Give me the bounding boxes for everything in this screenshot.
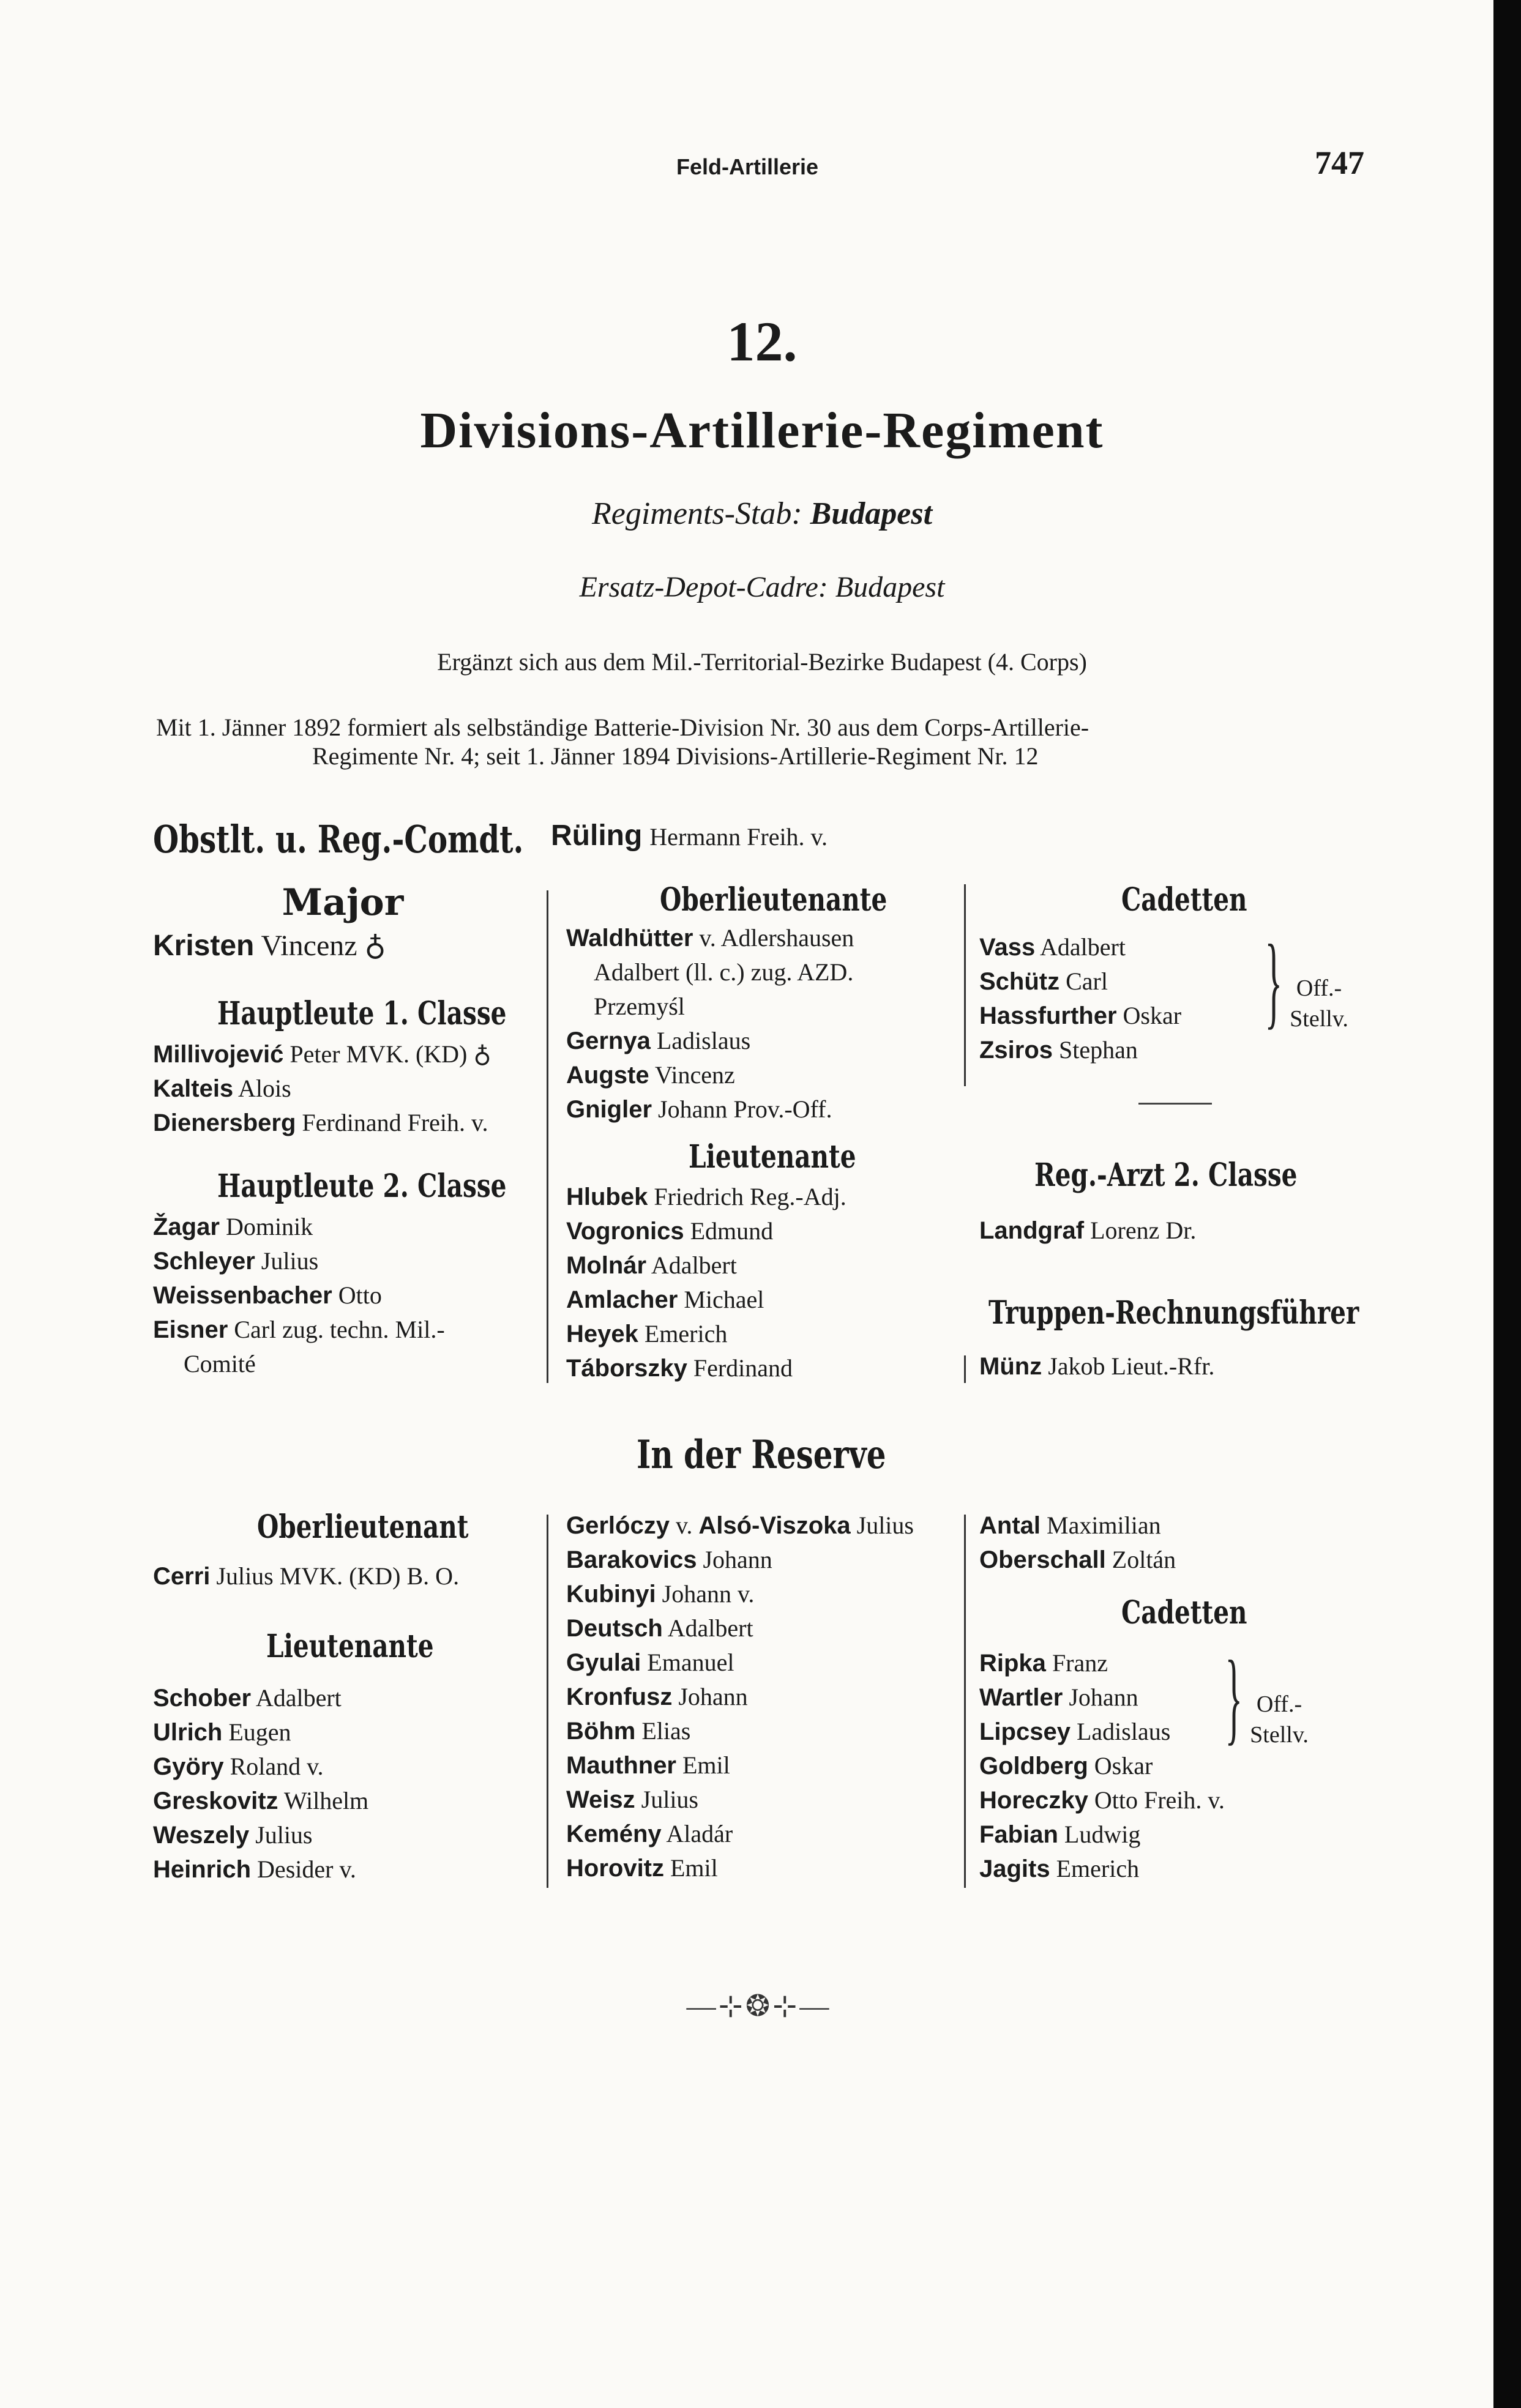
entry-rest: Friedrich Reg.-Adj. <box>654 1183 846 1210</box>
list-item <box>566 1680 748 1714</box>
list-item <box>979 1817 1140 1852</box>
entry-name: Kalteis <box>153 1075 234 1102</box>
entry-name: Táborszky <box>566 1355 687 1382</box>
entry-rest: Johann Prov.-Off. <box>658 1095 832 1123</box>
reserve-cadetten-heading <box>1121 1594 1282 1631</box>
entry-name: Böhm <box>566 1718 636 1745</box>
entry-name: Hlubek <box>566 1183 648 1210</box>
list-item <box>153 1106 488 1140</box>
oberlieutenante-heading <box>660 881 951 919</box>
entry-rest: Edmund <box>690 1217 774 1245</box>
entry-rest: Carl zug. techn. Mil.- <box>234 1316 445 1343</box>
list-item <box>979 999 1181 1033</box>
entry-rest: Desider v. <box>257 1855 356 1883</box>
cadetten-heading-text: Cadetten <box>1121 881 1247 919</box>
list-item <box>153 1681 342 1715</box>
entry-rest: Otto <box>338 1281 382 1309</box>
off-stellv-line-1: Off.- <box>1296 975 1342 1001</box>
list-item <box>566 1783 698 1817</box>
entry-rest: Ferdinand <box>693 1354 793 1382</box>
list-item <box>566 1508 914 1543</box>
rechnungsfuehrer-heading <box>988 1294 1463 1332</box>
lieutenante-heading-text: Lieutenante <box>689 1138 856 1176</box>
entry-name: Györy <box>153 1753 224 1780</box>
entry-rest: Aladár <box>666 1820 733 1847</box>
list-item <box>153 1715 291 1750</box>
entry-rest: Johann v. <box>662 1580 755 1608</box>
entry-name: Amlacher <box>566 1286 678 1313</box>
entry-name: Žagar <box>153 1213 220 1240</box>
entry-name: Wartler <box>979 1684 1063 1711</box>
entry-name: Weisz <box>566 1786 635 1813</box>
entry-rest: Lorenz Dr. <box>1090 1217 1197 1244</box>
entry-name: Eisner <box>153 1316 228 1343</box>
entry-name: Ripka <box>979 1650 1046 1677</box>
column-rule <box>547 890 548 1383</box>
entry-rest: Roland v. <box>230 1753 324 1780</box>
entry-rest: Julius MVK. (KD) B. O. <box>216 1562 460 1590</box>
entry-rest: Johann <box>678 1683 748 1710</box>
entry-name: Gnigler <box>566 1096 652 1123</box>
entry-rest: Julius <box>255 1821 313 1849</box>
ergaenzt-line: Ergänzt sich aus dem Mil.-Territorial-Bezirke Budapest (4. Corps) <box>437 648 1087 676</box>
entry-name: Schleyer <box>153 1248 255 1275</box>
entry-rest: Emanuel <box>647 1649 734 1676</box>
list-item <box>153 1037 491 1072</box>
oberlieutenante-heading-text: Oberlieutenante <box>660 881 888 919</box>
entry-name: Zsiros <box>979 1037 1053 1064</box>
list-item <box>153 1072 291 1106</box>
list-item <box>566 1058 735 1092</box>
hauptleute-1-heading-text: Hauptleute 1. Classe <box>217 995 507 1032</box>
list-item <box>153 1244 318 1278</box>
entry-name: Kemény <box>566 1821 662 1847</box>
entry-rest: Comité <box>184 1350 256 1377</box>
entry-name: Kristen <box>153 930 255 962</box>
list-item <box>979 930 1126 964</box>
reserve-heading <box>637 1432 957 1478</box>
list-item <box>979 1852 1139 1886</box>
list-item <box>566 1748 730 1783</box>
list-item <box>979 1033 1138 1067</box>
entry-rest: Carl <box>1066 967 1108 995</box>
entry-rest: Przemyśl <box>594 993 685 1020</box>
entry-name: Goldberg <box>979 1753 1088 1780</box>
list-item <box>566 1283 764 1317</box>
entry-name: Antal <box>979 1512 1041 1539</box>
ersatz-depot: Ersatz-Depot-Cadre: Budapest <box>579 571 945 603</box>
entry-name: Ulrich <box>153 1719 223 1746</box>
entry-name: Gerlóczy <box>566 1512 670 1539</box>
entry-name: Heinrich <box>153 1856 252 1883</box>
entry-name: Waldhütter <box>566 925 693 952</box>
list-item <box>153 1852 356 1887</box>
entry-name: Barakovics <box>566 1546 697 1573</box>
entry-name: Augste <box>566 1062 649 1089</box>
list-item <box>566 1714 690 1748</box>
entry-rest: Dominik <box>225 1213 313 1240</box>
entry-name: Cerri <box>153 1563 211 1590</box>
entry-name: Fabian <box>979 1821 1058 1848</box>
commander <box>551 819 828 852</box>
entry-rest: Johann <box>703 1546 772 1573</box>
reserve-lieutenante-heading-text: Lieutenante <box>266 1628 434 1665</box>
entry-name: Gernya <box>566 1027 651 1054</box>
entry-name: Vogronics <box>566 1218 684 1245</box>
list-item <box>979 1749 1153 1783</box>
entry-rest-2: Julius <box>856 1512 914 1539</box>
major-heading: Major <box>282 881 404 924</box>
entry-name: Oberschall <box>979 1546 1106 1573</box>
list-item <box>979 1508 1161 1543</box>
list-item <box>153 1818 313 1852</box>
list-item <box>566 1577 754 1611</box>
entry-rest: Otto Freih. v. <box>1094 1786 1225 1814</box>
list-item <box>566 1817 733 1851</box>
entry-name: Hassfurther <box>979 1002 1117 1029</box>
entry-rest: Ferdinand Freih. v. <box>302 1109 488 1136</box>
entry-name: Deutsch <box>566 1615 663 1642</box>
off-stellv-line-1: Off.- <box>1256 1691 1302 1717</box>
list-item <box>566 1214 773 1248</box>
entry-rest: Adalbert <box>255 1684 342 1712</box>
cadetten-heading <box>1121 881 1282 919</box>
short-rule <box>1138 1103 1212 1105</box>
column-rule <box>964 1515 966 1888</box>
list-item <box>566 1851 718 1885</box>
entry-name: Landgraf <box>979 1217 1085 1244</box>
reg-arzt-heading <box>1034 1157 1372 1194</box>
stab-city: Budapest <box>810 496 933 531</box>
reserve-cadetten-heading-text: Cadetten <box>1121 1594 1247 1631</box>
entry-rest: Vincenz ♁ <box>261 930 386 962</box>
brace-icon: } <box>1225 1639 1243 1754</box>
entry-rest: Emerich <box>1056 1855 1140 1882</box>
column-rule <box>547 1515 548 1888</box>
entry-rest: Oskar <box>1123 1002 1182 1029</box>
commander-name: Rüling <box>551 819 643 852</box>
entry-rest: Alois <box>237 1075 291 1102</box>
entry-name: Dienersberg <box>153 1109 296 1136</box>
entry-rest: v. <box>675 1512 693 1539</box>
list-item <box>979 1715 1170 1749</box>
list-item <box>566 921 854 955</box>
list-item <box>979 1349 1214 1384</box>
list-item <box>979 1646 1108 1680</box>
entry-name: Horovitz <box>566 1855 664 1882</box>
entry-name: Heyek <box>566 1321 638 1348</box>
entry-rest: Emil <box>682 1751 730 1779</box>
entry-rest: Julius <box>641 1786 698 1813</box>
entry-rest: Michael <box>684 1286 764 1313</box>
list-item <box>153 1278 382 1313</box>
list-item <box>153 1313 445 1347</box>
hauptleute-2-heading-text: Hauptleute 2. Classe <box>217 1168 507 1205</box>
running-title: Feld-Artillerie <box>676 154 819 179</box>
list-item <box>566 1317 727 1351</box>
section-number: 12. <box>727 310 798 373</box>
list-item <box>153 1210 313 1244</box>
major-entry <box>153 929 386 963</box>
entry-name: Greskovitz <box>153 1787 278 1814</box>
entry-rest: Wilhelm <box>283 1787 369 1814</box>
entry-rest: Ladislaus <box>656 1027 751 1054</box>
reserve-oberlieutenant-heading <box>257 1508 528 1546</box>
hauptleute-2-heading <box>217 1168 588 1205</box>
entry-rest: Maximilian <box>1047 1512 1161 1539</box>
entry-rest: Stephan <box>1059 1036 1138 1064</box>
entry-rest: Eugen <box>228 1718 291 1746</box>
scan-edge <box>1493 0 1521 2408</box>
entry-name: Schober <box>153 1685 252 1712</box>
entry-rest: Johann <box>1069 1683 1138 1711</box>
entry-rest: Emerich <box>644 1320 728 1348</box>
page-number: 747 <box>1315 144 1364 181</box>
commander-rest: Hermann Freih. v. <box>649 823 828 851</box>
commander-role: Obstlt. u. Reg.-Comdt. <box>153 817 524 862</box>
entry-rest: Adalbert <box>1040 933 1126 961</box>
entry-rest: Adalbert <box>651 1251 737 1279</box>
reserve-heading-text: In der Reserve <box>637 1432 886 1478</box>
entry-name: Jagits <box>979 1855 1050 1882</box>
entry-rest: Zoltán <box>1112 1546 1176 1573</box>
entry-rest: Ladislaus <box>1076 1718 1171 1745</box>
list-item <box>979 1543 1176 1577</box>
list-item <box>153 1559 459 1594</box>
list-item <box>566 1351 793 1385</box>
list-item <box>566 1092 832 1127</box>
entry-rest: Julius <box>261 1247 319 1275</box>
entry-name: Millivojević <box>153 1041 284 1068</box>
list-item <box>566 1646 734 1680</box>
off-stellv-line-2: Stellv. <box>1290 1006 1348 1032</box>
entry-rest: Peter MVK. (KD) ♁ <box>290 1040 491 1068</box>
entry-rest: Adalbert <box>667 1614 753 1642</box>
list-item <box>979 1213 1196 1248</box>
column-rule <box>964 884 966 1086</box>
entry-name: Weszely <box>153 1822 250 1849</box>
reserve-oberlieutenant-heading-text: Oberlieutenant <box>257 1508 469 1546</box>
page-title: Divisions-Artillerie-Regiment <box>420 402 1104 459</box>
entry-name: Münz <box>979 1353 1042 1380</box>
list-item <box>153 1784 368 1818</box>
entry-name: Lipcsey <box>979 1718 1071 1745</box>
entry-rest: Ludwig <box>1064 1821 1141 1848</box>
hauptleute-1-heading <box>217 995 588 1032</box>
list-item <box>566 1543 772 1577</box>
entry-name: Weissenbacher <box>153 1282 332 1309</box>
list-item <box>594 955 853 990</box>
entry-name: Gyulai <box>566 1649 641 1676</box>
entry-rest: Elias <box>641 1717 691 1745</box>
rechnungsfuehrer-heading-text: Truppen-Rechnungsführer <box>988 1294 1359 1332</box>
list-item <box>566 1024 750 1058</box>
entry-name: Horeczky <box>979 1787 1088 1814</box>
reg-arzt-heading-text: Reg.-Arzt 2. Classe <box>1034 1157 1298 1194</box>
brace-icon: } <box>1265 923 1283 1038</box>
list-item <box>594 990 685 1024</box>
entry-name-2: Alsó-Viszoka <box>698 1512 851 1539</box>
entry-name: Vass <box>979 934 1036 961</box>
reserve-off-stellv-note <box>1243 1689 1316 1750</box>
off-stellv-line-2: Stellv. <box>1250 1722 1309 1748</box>
entry-rest: Emil <box>670 1854 718 1882</box>
off-stellv-note <box>1282 973 1356 1034</box>
entry-name: Mauthner <box>566 1752 676 1779</box>
entry-rest: Oskar <box>1094 1752 1153 1780</box>
list-item <box>979 1783 1225 1817</box>
entry-rest: Franz <box>1052 1649 1108 1677</box>
history-line-1: Mit 1. Jänner 1892 formiert als selbständige Batterie-Division Nr. 30 aus dem Corps-Artillerie- <box>156 714 1089 741</box>
entry-name: Schütz <box>979 968 1060 995</box>
ornament-divider: —⊹❂⊹— <box>686 1990 832 2022</box>
entry-rest: Jakob Lieut.-Rfr. <box>1048 1352 1215 1380</box>
column-rule <box>964 1355 966 1383</box>
regiments-stab <box>592 496 932 532</box>
entry-rest: Adalbert (ll. c.) zug. AZD. <box>594 958 854 986</box>
history-line-2: Regimente Nr. 4; seit 1. Jänner 1894 Divisions-Artillerie-Regiment Nr. 12 <box>312 742 1039 770</box>
list-item <box>184 1347 256 1381</box>
list-item <box>979 1680 1138 1715</box>
entry-rest: Vincenz <box>654 1061 735 1089</box>
reserve-lieutenante-heading <box>266 1628 481 1665</box>
entry-name: Molnár <box>566 1252 647 1279</box>
list-item <box>566 1180 846 1214</box>
entry-rest: v. Adlershausen <box>699 924 854 952</box>
list-item <box>979 964 1108 999</box>
list-item <box>153 1750 324 1784</box>
list-item <box>566 1611 753 1646</box>
entry-name: Kronfusz <box>566 1683 673 1710</box>
list-item <box>566 1248 737 1283</box>
entry-name: Kubinyi <box>566 1581 656 1608</box>
lieutenante-heading <box>689 1138 903 1176</box>
stab-label: Regiments-Stab: <box>591 496 802 531</box>
